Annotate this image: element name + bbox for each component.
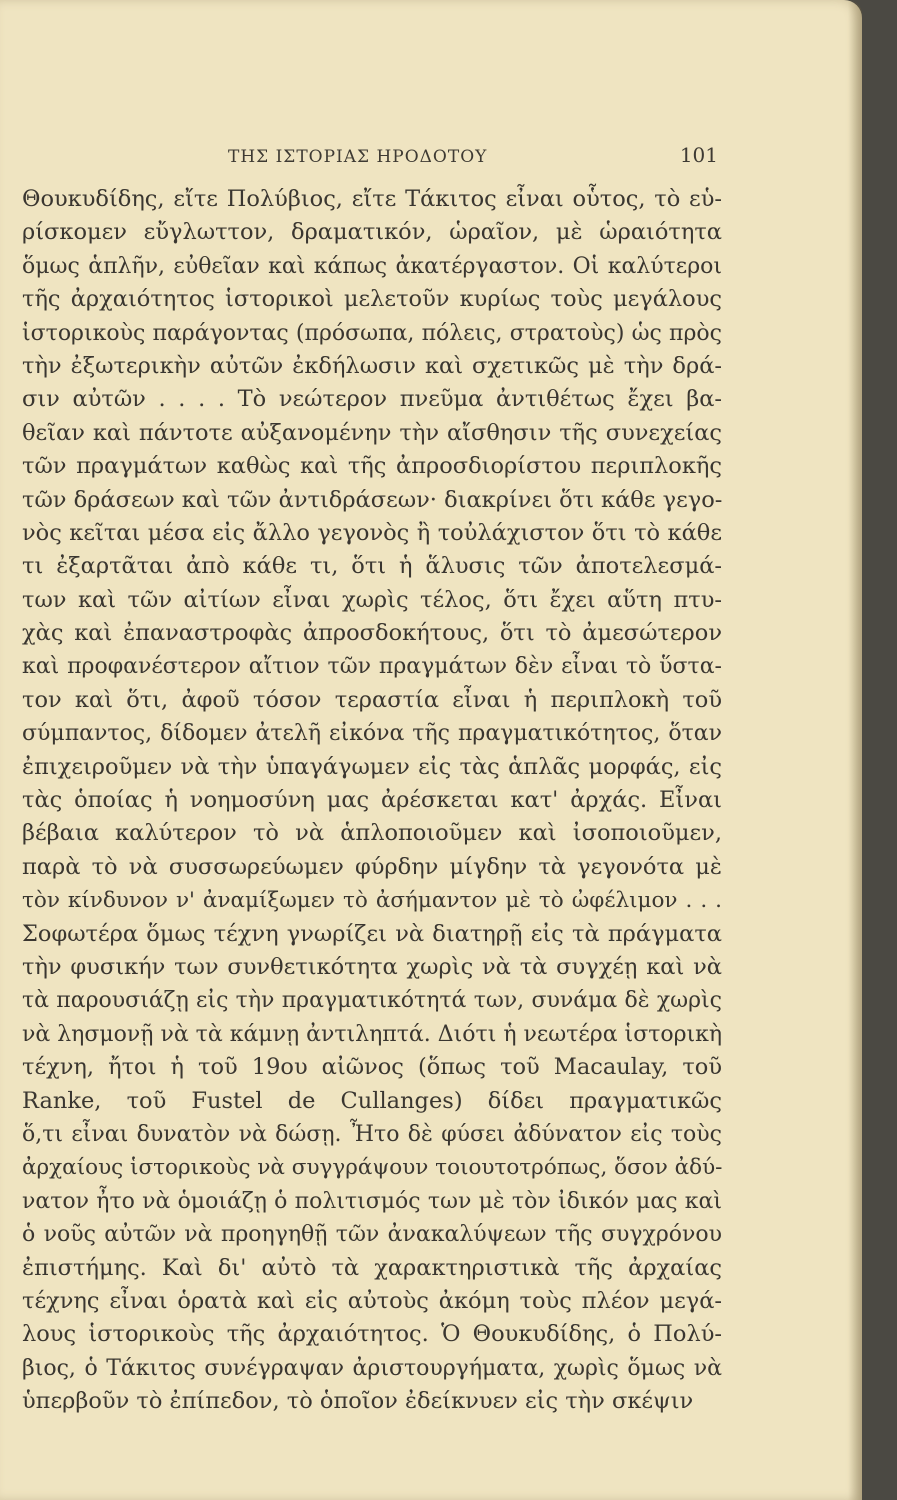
text-line: Ranke, τοῦ Fustel de Cullanges) δίδει πραγματικῶς	[22, 1087, 722, 1114]
text-line: ὅ,τι εἶναι δυνατὸν νὰ δώσῃ. Ἦτο δὲ φύσει ἀδύνατον εἰς τοὺς	[22, 1121, 722, 1147]
text-line: σύμπαντος, δίδομεν ἀτελῆ εἰκόνα τῆς πραγματικότητος, ὅταν	[22, 721, 722, 747]
text-line: ὅμως ἁπλῆν, εὐθεῖαν καὶ κάπως ἀκατέργαστον. Οἱ καλύτεροι	[22, 253, 722, 279]
text-line: τὴν φυσικήν των συνθετικότητα χωρὶς νὰ τὰ συγχέῃ καὶ νὰ	[22, 953, 722, 980]
text-line: τὰς ὁποίας ἡ νοημοσύνη μας ἀρέσκεται κατ' ἀρχάς. Εἶναι	[22, 787, 722, 814]
text-line: νατον ἦτο νὰ ὁμοιάζῃ ὁ πολιτισμός των μὲ τὸν ἰδικόν μας καὶ	[22, 1188, 722, 1214]
text-line: των καὶ τῶν αἰτίων εἶναι χωρὶς τέλος, ὅτι ἔχει αὕτη πτυ-	[22, 586, 722, 613]
text-line: ρίσκομεν εὔγλωττον, δραματικόν, ὡραῖον, μὲ ὡραιότητα	[22, 219, 722, 246]
text-line: τι ἐξαρτᾶται ἀπὸ κάθε τι, ὅτι ἡ ἅλυσις τῶν ἀποτελεσμά-	[22, 553, 722, 580]
text-line: καὶ προφανέστερον αἴτιον τῶν πραγμάτων δὲν εἶναι τὸ ὕστα-	[22, 654, 722, 680]
text-line: νὰ λησμονῇ νὰ τὰ κάμνῃ ἀντιληπτά. Διότι ἡ νεωτέρα ἱστορικὴ	[22, 1021, 723, 1047]
text-line: βιος, ὁ Τάκιτος συνέγραψαν ἀριστουργήματα, χωρὶς ὅμως νὰ	[22, 1355, 722, 1381]
text-line: θεῖαν καὶ πάντοτε αὐξανομένην τὴν αἴσθησιν τῆς συνεχείας	[22, 419, 722, 446]
text-line: Σοφωτέρα ὅμως τέχνη γνωρίζει νὰ διατηρῇ εἰς τὰ πράγματα	[22, 920, 722, 947]
text-line: βέβαια καλύτερον τὸ νὰ ἁπλοποιοῦμεν καὶ ἰσοποιοῦμεν,	[22, 820, 722, 847]
text-line: τὰ παρουσιάζῃ εἰς τὴν πραγματικότητά των, συνάμα δὲ χωρὶς	[22, 988, 722, 1014]
text-line: τον καὶ ὅτι, ἀφοῦ τόσον τεραστία εἶναι ἡ περιπλοκὴ τοῦ	[22, 686, 722, 713]
text-line: τέχνης εἶναι ὁρατὰ καὶ εἰς αὐτοὺς ἀκόμη τοὺς πλέον μεγά-	[22, 1287, 722, 1314]
text-line: σιν αὐτῶν . . . . Τὸ νεώτερον πνεῦμα ἀντιθέτως ἔχει βα-	[22, 386, 722, 413]
body-text	[22, 183, 722, 1418]
text-line: τέχνη, ἤτοι ἡ τοῦ 19ου αἰῶνος (ὅπως τοῦ Macaulay, τοῦ	[22, 1054, 722, 1081]
page-number: 101	[679, 143, 718, 167]
text-line: τῶν πραγμάτων καθὼς καὶ τῆς ἀπροσδιορίστου περιπλοκῆς	[22, 453, 722, 480]
text-line: ἐπιχειροῦμεν νὰ τὴν ὑπαγάγωμεν εἰς τὰς ἁπλᾶς μορφάς, εἰς	[22, 753, 722, 780]
text-line: τῆς ἀρχαιότητος ἱστορικοὶ μελετοῦν κυρίως τοὺς μεγάλους	[22, 286, 722, 313]
text-line: τὴν ἐξωτερικὴν αὐτῶν ἐκδήλωσιν καὶ σχετικῶς μὲ τὴν δρά-	[22, 352, 722, 379]
text-line: ὑπερβοῦν τὸ ἐπίπεδον, τὸ ὁποῖον ἐδείκνυεν εἰς τὴν σκέψιν	[22, 1388, 694, 1415]
page-header	[228, 143, 718, 167]
running-head: ΤΗΣ ΙΣΤΟΡΙΑΣ ΗΡΟΔΟΤΟΥ	[228, 147, 488, 167]
text-line: τῶν δράσεων καὶ τῶν ἀντιδράσεων· διακρίνει ὅτι κάθε γεγο-	[22, 486, 723, 513]
text-line: χὰς καὶ ἐπαναστροφὰς ἀπροσδοκήτους, ὅτι τὸ ἀμεσώτερον	[22, 620, 722, 647]
text-line: ἀρχαίους ἱστορικοὺς νὰ συγγράψουν τοιουτοτρόπως, ὅσον ἀδύ-	[22, 1155, 723, 1181]
text-line: ἱστορικοὺς παράγοντας (πρόσωπα, πόλεις, στρατοὺς) ὡς πρὸς	[22, 320, 722, 346]
text-line: νὸς κεῖται μέσα εἰς ἄλλο γεγονὸς ἢ τοὐλάχιστον ὅτι τὸ κάθε	[22, 519, 722, 546]
text-line: ἐπιστήμης. Καὶ δι' αὐτὸ τὰ χαρακτηριστικὰ τῆς ἀρχαίας	[22, 1254, 722, 1281]
text-line: τὸν κίνδυνον ν' ἀναμίξωμεν τὸ ἀσήμαντον μὲ τὸ ὠφέλιμον . . .	[22, 888, 722, 914]
text-line: παρὰ τὸ νὰ συσσωρεύωμεν φύρδην μίγδην τὰ γεγονότα μὲ	[22, 853, 722, 880]
text-line: ὁ νοῦς αὐτῶν νὰ προηγηθῇ τῶν ἀνακαλύψεων τῆς συγχρόνου	[22, 1222, 722, 1248]
text-line: Θουκυδίδης, εἴτε Πολύβιος, εἴτε Τάκιτος εἶναι οὗτος, τὸ εὑ-	[22, 186, 722, 212]
text-line: λους ἱστορικοὺς τῆς ἀρχαιότητος. Ὁ Θουκυδίδης, ὁ Πολύ-	[22, 1321, 722, 1348]
